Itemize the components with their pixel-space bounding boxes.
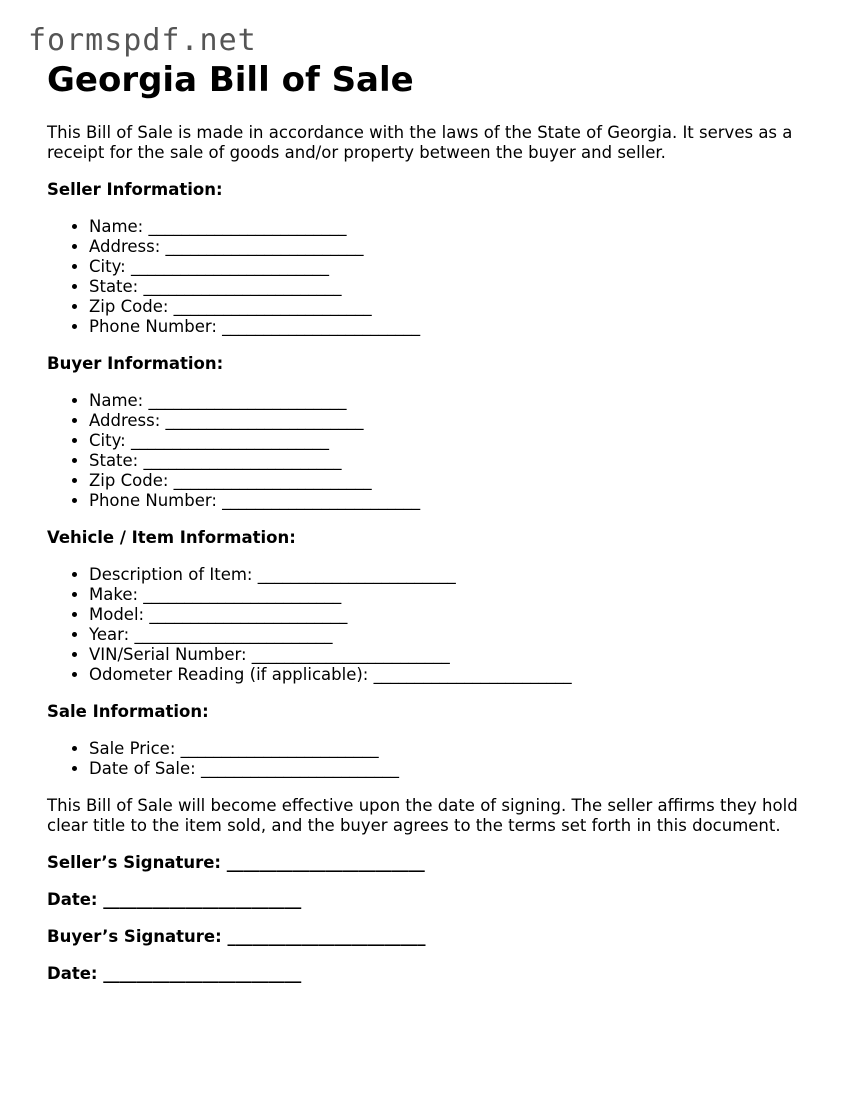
field-label: Year:	[89, 625, 130, 644]
sale-fields	[47, 739, 817, 779]
buyer-field-item	[89, 491, 817, 511]
field-blank: ________________________	[149, 605, 348, 624]
intro-paragraph: This Bill of Sale is made in accordance with the laws of the State of Georgia. It serves as a receipt for the sale of goods and/or property between the buyer and seller.	[47, 123, 793, 162]
field-blank: ________________________	[173, 471, 372, 490]
seller-signature-line	[47, 853, 817, 873]
sale-field-item	[89, 739, 817, 759]
seller-date-label: Date:	[47, 890, 98, 909]
field-label: Zip Code:	[89, 297, 169, 316]
field-blank: ________________________	[143, 451, 342, 470]
field-label: City:	[89, 257, 126, 276]
watermark: formspdf.net	[28, 23, 257, 58]
field-label: State:	[89, 277, 139, 296]
field-blank: ________________________	[173, 297, 372, 316]
seller-date-line	[47, 890, 817, 910]
field-label: Name:	[89, 391, 144, 410]
item-field-item	[89, 585, 817, 605]
field-label: City:	[89, 431, 126, 450]
document-title: Georgia Bill of Sale	[47, 60, 414, 100]
buyer-fields	[47, 391, 817, 511]
buyer-field-item	[89, 411, 817, 431]
field-label: Address:	[89, 411, 161, 430]
field-blank: ________________________	[222, 491, 421, 510]
field-label: Sale Price:	[89, 739, 176, 758]
field-label: Model:	[89, 605, 145, 624]
field-blank: ________________________	[373, 665, 572, 684]
field-blank: ________________________	[143, 277, 342, 296]
buyer-signature-label: Buyer’s Signature:	[47, 927, 222, 946]
seller-field-item	[89, 317, 817, 337]
document-page	[47, 60, 817, 984]
field-label: Address:	[89, 237, 161, 256]
field-blank: ________________________	[130, 257, 329, 276]
field-blank: ________________________	[148, 391, 347, 410]
item-field-item	[89, 645, 817, 665]
field-blank: ________________________	[165, 411, 364, 430]
field-label: Zip Code:	[89, 471, 169, 490]
buyer-date-label: Date:	[47, 964, 98, 983]
field-blank: ________________________	[148, 217, 347, 236]
field-label: Odometer Reading (if applicable):	[89, 665, 369, 684]
buyer-date-line	[47, 964, 817, 984]
item-field-item	[89, 625, 817, 645]
seller-field-item	[89, 257, 817, 277]
seller-heading: Seller Information:	[47, 180, 223, 199]
sale-heading: Sale Information:	[47, 702, 209, 721]
field-blank: ________________________	[257, 565, 456, 584]
item-field-item	[89, 565, 817, 585]
seller-field-item	[89, 217, 817, 237]
buyer-field-item	[89, 391, 817, 411]
field-label: Phone Number:	[89, 317, 217, 336]
field-blank: ________________________	[143, 585, 342, 604]
buyer-field-item	[89, 431, 817, 451]
field-blank: ________________________	[222, 317, 421, 336]
field-blank: ________________________	[130, 431, 329, 450]
buyer-heading: Buyer Information:	[47, 354, 224, 373]
item-field-item	[89, 605, 817, 625]
field-blank: ________________________	[251, 645, 450, 664]
field-blank: ________________________	[165, 237, 364, 256]
field-label: VIN/Serial Number:	[89, 645, 247, 664]
seller-field-item	[89, 237, 817, 257]
seller-field-item	[89, 297, 817, 317]
item-fields	[47, 565, 817, 685]
buyer-field-item	[89, 451, 817, 471]
buyer-date-blank: ________________________	[103, 964, 302, 983]
field-label: Description of Item:	[89, 565, 253, 584]
field-label: Name:	[89, 217, 144, 236]
seller-field-item	[89, 277, 817, 297]
sale-field-item	[89, 759, 817, 779]
field-label: Make:	[89, 585, 139, 604]
closing-paragraph: This Bill of Sale will become effective upon the date of signing. The seller affirms they hold clear title to the item sold, and the buyer agrees to the terms set forth in this document.	[47, 796, 798, 835]
buyer-signature-blank: ________________________	[227, 927, 426, 946]
field-blank: ________________________	[180, 739, 379, 758]
field-label: Phone Number:	[89, 491, 217, 510]
item-heading: Vehicle / Item Information:	[47, 528, 296, 547]
field-label: State:	[89, 451, 139, 470]
seller-date-blank: ________________________	[103, 890, 302, 909]
seller-signature-blank: ________________________	[226, 853, 425, 872]
buyer-field-item	[89, 471, 817, 491]
field-blank: ________________________	[200, 759, 399, 778]
item-field-item	[89, 665, 817, 685]
buyer-signature-line	[47, 927, 817, 947]
seller-fields	[47, 217, 817, 337]
seller-signature-label: Seller’s Signature:	[47, 853, 222, 872]
field-label: Date of Sale:	[89, 759, 196, 778]
field-blank: ________________________	[134, 625, 333, 644]
